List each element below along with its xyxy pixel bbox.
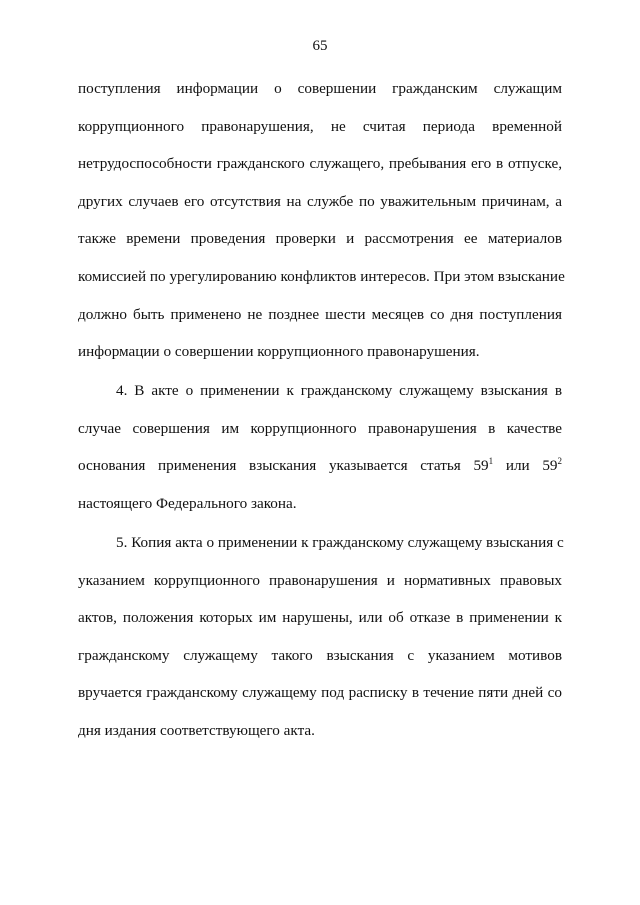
text-line: коррупционного правонарушения, не считая периода временной	[78, 117, 562, 135]
article-superscript: 2	[557, 456, 563, 467]
text-line: актов, положения которых им нарушены, или об отказе в применении к	[78, 609, 562, 627]
text-line: должно быть применено не позднее шести месяцев со дня поступления	[78, 305, 562, 323]
text-line: нетрудоспособности гражданского служащего, пребывания его в отпуске,	[78, 155, 562, 173]
article-reference: $59^1$	[473, 456, 494, 475]
text-line: также времени проведения проверки и рассмотрения ее материалов	[78, 230, 562, 248]
text-line: дня издания соответствующего акта.	[78, 721, 315, 739]
article-superscript: 1	[488, 456, 494, 467]
text-line: настоящего Федерального закона.	[78, 494, 297, 512]
text-line: информации о совершении коррупционного правонарушения.	[78, 343, 480, 361]
text-line: комиссией по урегулированию конфликтов интересов. При этом взыскание	[78, 267, 565, 285]
text-line: других случаев его отсутствия на службе по уважительным причинам, а	[78, 192, 562, 210]
paragraph-5	[78, 524, 562, 750]
article-reference: $59^2$	[542, 456, 563, 475]
conjunction: или	[505, 457, 530, 475]
text-line: поступления информации о совершении гражданским служащим	[78, 80, 562, 97]
paragraph-4	[78, 372, 562, 522]
text-line: случае совершения им коррупционного правонарушения в качестве	[78, 419, 562, 437]
text-line: указанием коррупционного правонарушения и нормативных правовых	[78, 571, 562, 589]
text-line: гражданскому служащему такого взыскания с указанием мотивов	[78, 646, 562, 664]
text-line: вручается гражданскому служащему под расписку в течение пяти дней со	[78, 684, 562, 702]
text-fragment: основания применения взыскания указывается статья	[78, 457, 461, 475]
text-line: 5. Копия акта о применении к гражданскому служащему взыскания с	[116, 534, 564, 551]
text-line-with-articles	[78, 447, 562, 485]
text-line: 4. В акте о применении к гражданскому служащему взыскания в	[116, 382, 562, 399]
paragraph-continuation	[78, 70, 565, 371]
page-number: 65	[312, 38, 328, 54]
